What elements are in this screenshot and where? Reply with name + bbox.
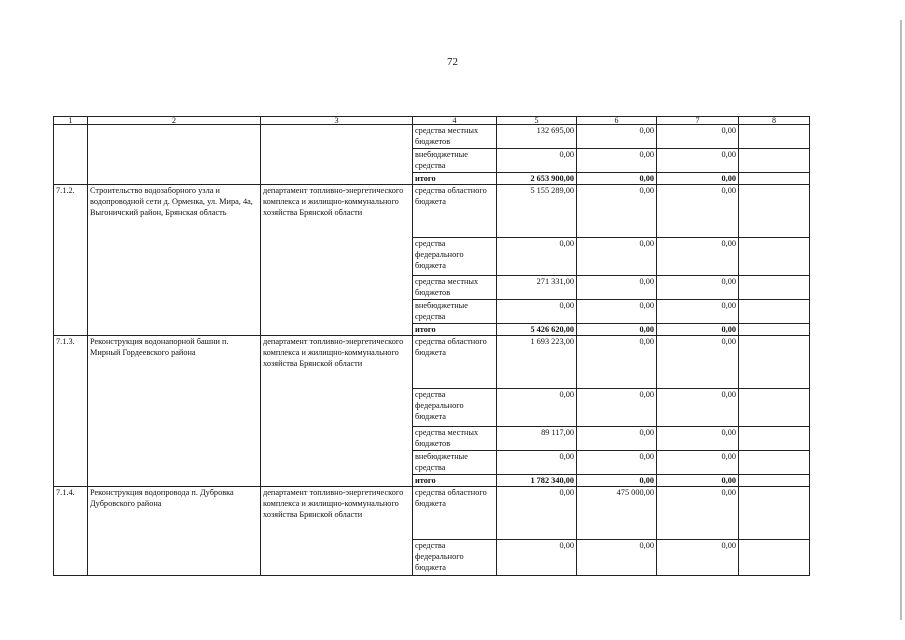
amount-cell: 0,00 (657, 276, 739, 300)
amount-cell: 0,00 (577, 125, 657, 149)
empty-cell (739, 324, 810, 336)
amount-cell: 0,00 (577, 276, 657, 300)
funding-source-cell: средства местных бюджетов (413, 276, 497, 300)
amount-cell: 0,00 (657, 475, 739, 487)
project-name-cell: Реконструкция водонапорной башни п. Мирный Гордеевского района (88, 336, 261, 487)
amount-cell: 0,00 (657, 173, 739, 185)
amount-cell: 0,00 (497, 487, 577, 540)
empty-cell (739, 300, 810, 324)
page-number: 72 (447, 56, 458, 68)
funding-source-cell: средства федерального бюджета (413, 540, 497, 576)
empty-cell (739, 475, 810, 487)
empty-cell (739, 238, 810, 276)
header-cell: 1 (54, 117, 88, 125)
amount-cell: 0,00 (577, 389, 657, 427)
budget-table (53, 116, 810, 576)
header-cell: 8 (739, 117, 810, 125)
empty-cell (739, 276, 810, 300)
page-edge-shadow (900, 20, 902, 620)
amount-cell: 0,00 (497, 389, 577, 427)
header-cell: 2 (88, 117, 261, 125)
header-cell: 7 (657, 117, 739, 125)
amount-cell: 0,00 (577, 336, 657, 389)
project-name-cell: Реконструкция водопровода п. Дубровка Дубровского района (88, 487, 261, 576)
header-cell: 4 (413, 117, 497, 125)
funding-source-cell: средства федерального бюджета (413, 389, 497, 427)
header-cell: 3 (261, 117, 413, 125)
department-cell (261, 125, 413, 185)
project-code-cell: 7.1.4. (54, 487, 88, 576)
amount-cell: 475 000,00 (577, 487, 657, 540)
amount-cell: 0,00 (577, 238, 657, 276)
amount-cell: 0,00 (497, 238, 577, 276)
amount-cell: 0,00 (577, 173, 657, 185)
amount-cell: 0,00 (657, 125, 739, 149)
amount-cell: 1 782 340,00 (497, 475, 577, 487)
department-cell: департамент топливно-энергетического комплекса и жилищно-коммунального хозяйства Брянской области (261, 185, 413, 336)
amount-cell: 0,00 (657, 149, 739, 173)
amount-cell: 89 117,00 (497, 427, 577, 451)
empty-cell (739, 451, 810, 475)
code-cell (54, 125, 88, 185)
empty-cell (739, 336, 810, 389)
amount-cell: 0,00 (657, 238, 739, 276)
amount-cell: 2 653 900,00 (497, 173, 577, 185)
funding-source-cell: внебюджетные средства (413, 300, 497, 324)
amount-cell: 0,00 (577, 300, 657, 324)
amount-cell: 1 693 223,00 (497, 336, 577, 389)
table-row (54, 125, 810, 149)
funding-source-cell: итого (413, 475, 497, 487)
amount-cell: 0,00 (577, 475, 657, 487)
amount-cell: 271 331,00 (497, 276, 577, 300)
funding-source-cell: средства областного бюджета (413, 336, 497, 389)
header-cell: 5 (497, 117, 577, 125)
project-name-cell (88, 125, 261, 185)
table-row (54, 487, 810, 540)
amount-cell: 0,00 (657, 389, 739, 427)
amount-cell: 0,00 (657, 487, 739, 540)
amount-cell: 0,00 (497, 149, 577, 173)
funding-source-cell: внебюджетные средства (413, 149, 497, 173)
empty-cell (739, 427, 810, 451)
empty-cell (739, 540, 810, 576)
funding-source-cell: средства местных бюджетов (413, 125, 497, 149)
department-cell: департамент топливно-энергетического комплекса и жилищно-коммунального хозяйства Брянской области (261, 336, 413, 487)
amount-cell: 0,00 (657, 336, 739, 389)
funding-source-cell: средства областного бюджета (413, 487, 497, 540)
table-row (54, 185, 810, 238)
amount-cell: 0,00 (497, 451, 577, 475)
amount-cell: 0,00 (657, 427, 739, 451)
empty-cell (739, 389, 810, 427)
amount-cell: 0,00 (497, 540, 577, 576)
empty-cell (739, 185, 810, 238)
amount-cell: 0,00 (577, 540, 657, 576)
empty-cell (739, 149, 810, 173)
amount-cell: 0,00 (577, 185, 657, 238)
amount-cell: 5 426 620,00 (497, 324, 577, 336)
table-header-row (54, 117, 810, 125)
amount-cell: 0,00 (497, 300, 577, 324)
amount-cell: 0,00 (577, 451, 657, 475)
funding-source-cell: средства областного бюджета (413, 185, 497, 238)
amount-cell: 0,00 (577, 324, 657, 336)
empty-cell (739, 487, 810, 540)
funding-source-cell: внебюджетные средства (413, 451, 497, 475)
funding-source-cell: итого (413, 173, 497, 185)
header-cell: 6 (577, 117, 657, 125)
amount-cell: 0,00 (657, 185, 739, 238)
amount-cell: 0,00 (577, 427, 657, 451)
department-cell: департамент топливно-энергетического комплекса и жилищно-коммунального хозяйства Брянской области (261, 487, 413, 576)
amount-cell: 132 695,00 (497, 125, 577, 149)
project-name-cell: Строительство водозаборного узла и водопроводной сети д. Орменка, ул. Мира, 4а, Выгоничский район, Брянская область (88, 185, 261, 336)
funding-source-cell: средства федерального бюджета (413, 238, 497, 276)
project-code-cell: 7.1.3. (54, 336, 88, 487)
amount-cell: 0,00 (657, 540, 739, 576)
project-code-cell: 7.1.2. (54, 185, 88, 336)
funding-source-cell: средства местных бюджетов (413, 427, 497, 451)
amount-cell: 0,00 (657, 300, 739, 324)
amount-cell: 5 155 289,00 (497, 185, 577, 238)
empty-cell (739, 125, 810, 149)
table-row (54, 336, 810, 389)
funding-source-cell: итого (413, 324, 497, 336)
amount-cell: 0,00 (657, 451, 739, 475)
amount-cell: 0,00 (657, 324, 739, 336)
amount-cell: 0,00 (577, 149, 657, 173)
empty-cell (739, 173, 810, 185)
